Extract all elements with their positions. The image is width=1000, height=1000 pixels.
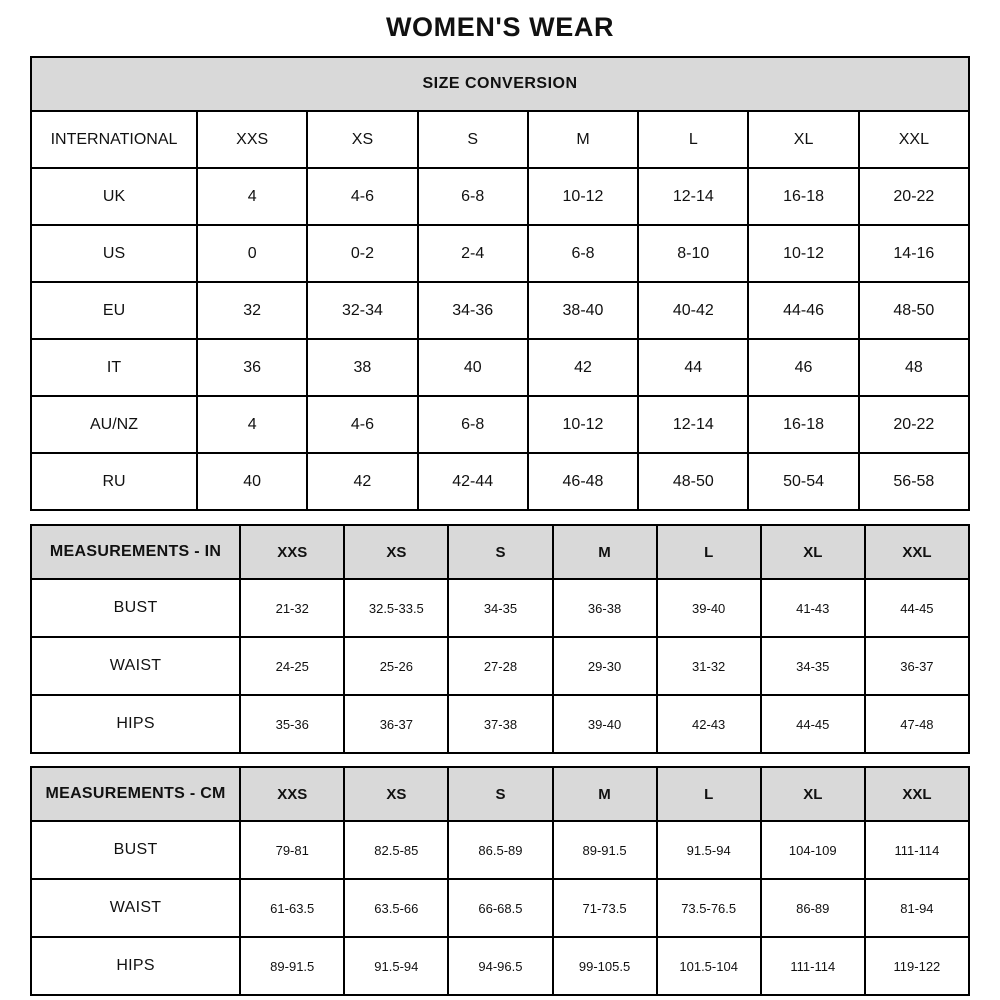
value-cell: 111-114 — [761, 937, 865, 995]
value-cell: 81-94 — [865, 879, 969, 937]
value-cell: XXS — [197, 111, 307, 168]
table-header-row — [31, 525, 969, 579]
value-cell: 111-114 — [865, 821, 969, 879]
table-row — [31, 695, 969, 753]
table-title-row — [31, 57, 969, 111]
value-cell: 4 — [197, 396, 307, 453]
table-row — [31, 637, 969, 695]
value-cell: 63.5-66 — [344, 879, 448, 937]
value-cell: 16-18 — [748, 396, 858, 453]
value-cell: 20-22 — [859, 396, 969, 453]
value-cell: 32-34 — [307, 282, 417, 339]
value-cell: 99-105.5 — [553, 937, 657, 995]
value-cell: 39-40 — [657, 579, 761, 637]
value-cell: 104-109 — [761, 821, 865, 879]
value-cell: 10-12 — [528, 168, 638, 225]
table-row — [31, 282, 969, 339]
table-row — [31, 168, 969, 225]
column-header: S — [448, 525, 552, 579]
value-cell: 37-38 — [448, 695, 552, 753]
value-cell: 71-73.5 — [553, 879, 657, 937]
row-label: BUST — [31, 579, 240, 637]
value-cell: 34-35 — [761, 637, 865, 695]
row-label: RU — [31, 453, 197, 510]
value-cell: 44 — [638, 339, 748, 396]
column-header: XL — [761, 767, 865, 821]
value-cell: 46-48 — [528, 453, 638, 510]
value-cell: 91.5-94 — [344, 937, 448, 995]
value-cell: 44-46 — [748, 282, 858, 339]
value-cell: 119-122 — [865, 937, 969, 995]
row-label: WAIST — [31, 637, 240, 695]
table-row — [31, 879, 969, 937]
value-cell: 36-37 — [344, 695, 448, 753]
measurements-cm-table — [30, 766, 970, 996]
value-cell: 2-4 — [418, 225, 528, 282]
value-cell: 38 — [307, 339, 417, 396]
column-header: XS — [344, 767, 448, 821]
value-cell: 4 — [197, 168, 307, 225]
value-cell: 39-40 — [553, 695, 657, 753]
value-cell: XL — [748, 111, 858, 168]
value-cell: 61-63.5 — [240, 879, 344, 937]
column-header: L — [657, 767, 761, 821]
value-cell: 21-32 — [240, 579, 344, 637]
value-cell: 36-37 — [865, 637, 969, 695]
value-cell: 73.5-76.5 — [657, 879, 761, 937]
value-cell: 66-68.5 — [448, 879, 552, 937]
value-cell: 40 — [418, 339, 528, 396]
table-title: MEASUREMENTS - CM — [31, 767, 240, 821]
value-cell: 35-36 — [240, 695, 344, 753]
table-row — [31, 225, 969, 282]
table-row — [31, 396, 969, 453]
value-cell: 0-2 — [307, 225, 417, 282]
value-cell: 32 — [197, 282, 307, 339]
value-cell: 20-22 — [859, 168, 969, 225]
value-cell: 16-18 — [748, 168, 858, 225]
column-header: XS — [344, 525, 448, 579]
value-cell: 36-38 — [553, 579, 657, 637]
value-cell: 24-25 — [240, 637, 344, 695]
column-header: XXS — [240, 767, 344, 821]
value-cell: 6-8 — [528, 225, 638, 282]
table-row — [31, 937, 969, 995]
table-row — [31, 453, 969, 510]
value-cell: 34-36 — [418, 282, 528, 339]
column-header: S — [448, 767, 552, 821]
row-label: BUST — [31, 821, 240, 879]
value-cell: 86-89 — [761, 879, 865, 937]
table-title: MEASUREMENTS - IN — [31, 525, 240, 579]
table-row — [31, 821, 969, 879]
value-cell: 48 — [859, 339, 969, 396]
column-header: M — [553, 767, 657, 821]
value-cell: 4-6 — [307, 396, 417, 453]
value-cell: 86.5-89 — [448, 821, 552, 879]
value-cell: 94-96.5 — [448, 937, 552, 995]
value-cell: 8-10 — [638, 225, 748, 282]
value-cell: 32.5-33.5 — [344, 579, 448, 637]
value-cell: 41-43 — [761, 579, 865, 637]
value-cell: 29-30 — [553, 637, 657, 695]
value-cell: 50-54 — [748, 453, 858, 510]
measurements-in-table — [30, 524, 970, 754]
value-cell: 101.5-104 — [657, 937, 761, 995]
value-cell: 40 — [197, 453, 307, 510]
value-cell: 4-6 — [307, 168, 417, 225]
value-cell: 42-44 — [418, 453, 528, 510]
value-cell: 12-14 — [638, 396, 748, 453]
row-label: UK — [31, 168, 197, 225]
value-cell: XXL — [859, 111, 969, 168]
value-cell: 36 — [197, 339, 307, 396]
column-header: XXL — [865, 767, 969, 821]
page-container — [30, 0, 970, 996]
value-cell: 25-26 — [344, 637, 448, 695]
row-label: US — [31, 225, 197, 282]
value-cell: 47-48 — [865, 695, 969, 753]
row-label: AU/NZ — [31, 396, 197, 453]
value-cell: 6-8 — [418, 168, 528, 225]
page-title: WOMEN'S WEAR — [385, 12, 615, 42]
value-cell: 48-50 — [638, 453, 748, 510]
column-header: M — [553, 525, 657, 579]
value-cell: 79-81 — [240, 821, 344, 879]
value-cell: 91.5-94 — [657, 821, 761, 879]
value-cell: 89-91.5 — [553, 821, 657, 879]
table-title: SIZE CONVERSION — [31, 57, 969, 111]
value-cell: 44-45 — [761, 695, 865, 753]
value-cell: 56-58 — [859, 453, 969, 510]
value-cell: 34-35 — [448, 579, 552, 637]
row-label: EU — [31, 282, 197, 339]
value-cell: 27-28 — [448, 637, 552, 695]
row-label: WAIST — [31, 879, 240, 937]
value-cell: 42 — [528, 339, 638, 396]
value-cell: 10-12 — [528, 396, 638, 453]
value-cell: 12-14 — [638, 168, 748, 225]
value-cell: 82.5-85 — [344, 821, 448, 879]
value-cell: 0 — [197, 225, 307, 282]
value-cell: 14-16 — [859, 225, 969, 282]
value-cell: 89-91.5 — [240, 937, 344, 995]
column-header: L — [657, 525, 761, 579]
table-row — [31, 339, 969, 396]
value-cell: XS — [307, 111, 417, 168]
row-label: INTERNATIONAL — [31, 111, 197, 168]
value-cell: 42 — [307, 453, 417, 510]
size-conversion-table — [30, 56, 970, 511]
table-row — [31, 111, 969, 168]
row-label: HIPS — [31, 695, 240, 753]
column-header: XXS — [240, 525, 344, 579]
value-cell: 42-43 — [657, 695, 761, 753]
value-cell: 6-8 — [418, 396, 528, 453]
value-cell: L — [638, 111, 748, 168]
row-label: IT — [31, 339, 197, 396]
column-header: XXL — [865, 525, 969, 579]
value-cell: S — [418, 111, 528, 168]
value-cell: 10-12 — [748, 225, 858, 282]
value-cell: 38-40 — [528, 282, 638, 339]
value-cell: 48-50 — [859, 282, 969, 339]
table-row — [31, 579, 969, 637]
value-cell: M — [528, 111, 638, 168]
value-cell: 40-42 — [638, 282, 748, 339]
table-header-row — [31, 767, 969, 821]
value-cell: 44-45 — [865, 579, 969, 637]
column-header: XL — [761, 525, 865, 579]
value-cell: 31-32 — [657, 637, 761, 695]
value-cell: 46 — [748, 339, 858, 396]
row-label: HIPS — [31, 937, 240, 995]
